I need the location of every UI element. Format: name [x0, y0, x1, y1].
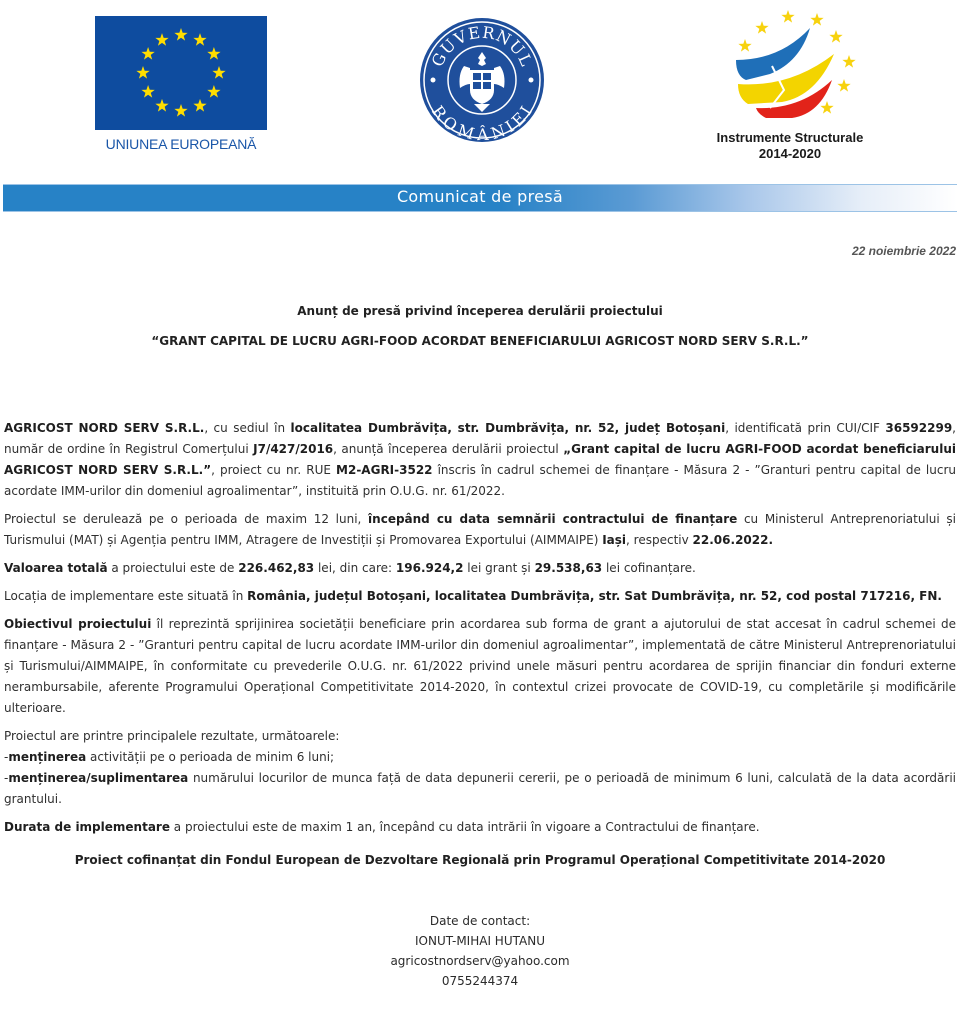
text: Locația de implementare este situată în	[4, 589, 248, 603]
text: cu Ministerul Antreprenoriatului și Turismului (MAT) și Agenția pentru IMM, Atragere de Investiții și Promovarea Exportului (AIMMAIPE)	[4, 512, 956, 547]
grant-value: 196.924,2	[395, 561, 464, 575]
eu-star-icon	[174, 28, 187, 41]
eu-star-icon	[193, 99, 206, 112]
is-label-line2: 2014-2020	[758, 146, 822, 161]
text: înscris în cadrul schemei de finanțare - Măsura 2 - ”Granturi pentru capital de lucru acordate IMM-urilor din domeniul agroalimentar”, instituită prin O.U.G. nr. 61/2022.	[4, 463, 956, 498]
results-intro: Proiectul are printre principalele rezultate, următoarele:	[4, 729, 340, 743]
gov-top-text: GUVERNUL	[427, 22, 537, 70]
eu-star-icon	[136, 66, 149, 79]
text: Proiectul se derulează pe o perioada de maxim 12 luni,	[4, 512, 369, 526]
start-condition: începând cu data semnării contractului de finanțare	[368, 512, 738, 526]
paragraph-objective	[4, 614, 956, 719]
eu-star-icon	[155, 33, 168, 46]
is-star-icon	[781, 10, 794, 23]
implementation-label: Durata de implementare	[4, 820, 170, 834]
paragraph-value	[4, 558, 956, 579]
contract-date: 22.06.2022.	[692, 533, 774, 547]
text: lei, din care:	[314, 561, 396, 575]
contact-name: IONUT-MIHAI HUTANU	[415, 934, 545, 948]
total-value: 226.462,83	[238, 561, 315, 575]
project-title: “GRANT CAPITAL DE LUCRU AGRI-FOOD ACORDAT BENEFICIARULUI AGRICOST NORD SERV S.R.L.”	[151, 334, 809, 348]
result-2-text: numărului locurilor de munca față de data depunerii cererii, pe o perioadă de minimum 6 luni, calculată de la data acordării grantului.	[4, 771, 956, 806]
eu-logo	[95, 16, 267, 152]
company-address: localitatea Dumbrăvița, str. Dumbrăvița, nr. 52, județ Botoșani	[290, 421, 726, 435]
total-value-label: Valoarea totală	[4, 561, 108, 575]
bullet-dash: -	[4, 750, 9, 764]
cofinancing-note: Proiect cofinanțat din Fondul European de Dezvoltare Regională prin Programul Operațional Competitivitate 2014-2020	[74, 853, 886, 867]
eu-star-icon	[155, 99, 168, 112]
rue-number: M2-AGRI-3522	[336, 463, 433, 477]
contact-block	[0, 911, 960, 991]
eu-star-icon	[141, 85, 154, 98]
eu-star-icon	[207, 47, 220, 60]
text: , respectiv	[626, 533, 693, 547]
objective-label: Obiectivul proiectului	[4, 617, 152, 631]
text: , cu sediul în	[204, 421, 291, 435]
eu-star-icon	[212, 66, 225, 79]
banner-title: Comunicat de presă	[396, 187, 564, 206]
structural-instruments-logo	[700, 4, 880, 162]
eu-star-icon	[174, 104, 187, 117]
eu-star-icon	[207, 85, 220, 98]
is-star-icon	[755, 21, 768, 34]
paragraph-location	[4, 586, 956, 607]
is-star-icon	[820, 101, 833, 114]
is-label-line1: Instrumente Structurale	[716, 130, 864, 145]
paragraph-results	[4, 726, 956, 810]
cofinancing-value: 29.538,63	[534, 561, 603, 575]
logos-header	[0, 0, 960, 180]
is-star-icon	[829, 30, 842, 43]
text: lei cofinanțare.	[602, 561, 696, 575]
paragraph-duration	[4, 509, 956, 551]
text: , identificată prin CUI/CIF	[725, 421, 886, 435]
implementation-location: România, județul Botoșani, localitatea Dumbrăvița, str. Sat Dumbrăvița, nr. 52, cod postal 717216, FN.	[247, 589, 942, 603]
text: , număr de ordine în Registrul Comerțului	[4, 421, 956, 456]
project-name: „Grant capital de lucru AGRI-FOOD acordat beneficiarului AGRICOST NORD SERV S.R.L.”	[4, 442, 956, 477]
paragraph-implementation	[4, 817, 956, 838]
text: a proiectului este de	[107, 561, 239, 575]
is-star-icon	[810, 13, 823, 26]
result-1-label: menținerea	[8, 750, 87, 764]
romanian-government-logo	[418, 16, 546, 144]
result-2-label: menținerea/suplimentarea	[8, 771, 189, 785]
structural-instruments-icon	[700, 4, 880, 124]
text: a proiectului este de maxim 1 an, începând cu data intrării în vigoare a Contractului de finanțare.	[169, 820, 760, 834]
eu-star-icon	[193, 33, 206, 46]
eu-star-icon	[141, 47, 154, 60]
announcement-heading: Anunț de presă privind începerea derulării proiectului	[297, 304, 663, 318]
bullet-dash: -	[4, 771, 9, 785]
release-date: 22 noiembrie 2022	[851, 244, 956, 258]
company-name: AGRICOST NORD SERV S.R.L.	[4, 421, 205, 435]
result-1-text: activității pe o perioada de minim 6 luni;	[86, 750, 335, 764]
eu-label: UNIUNEA EUROPEANĂ	[105, 136, 257, 152]
is-star-icon	[837, 79, 850, 92]
contact-label: Date de contact:	[429, 914, 531, 928]
is-star-icon	[738, 39, 751, 52]
registry-number: J7/427/2016	[253, 442, 334, 456]
contact-email[interactable]: agricostnordserv@yahoo.com	[390, 954, 570, 968]
text: , proiect cu nr. RUE	[211, 463, 337, 477]
text: îl reprezintă sprijinirea societății beneficiare prin acordarea sub forma de grant a ajutorului de stat accesat în cadrul schemei de finanțare - Măsura 2 - ”Granturi pentru capital de lucru acordate IMM-urilor din domeniul agroalimentar”, implementată de către Ministerul Antreprenoriatului și Turismului/AIMMAIPE, în conformitate cu prevederile O.U.G. nr. 61/2022 privind unele măsuri pentru acordarea de sprijin financiar din fonduri externe nerambursabile, aferente Programului Operațional Competitivitate 2014-2020, în contextul crizei provocate de COVID-19, cu completările și modificările ulterioare.	[4, 617, 957, 715]
eu-flag-icon	[95, 16, 267, 130]
is-star-icon	[842, 55, 855, 68]
contact-phone: 0755244374	[441, 974, 519, 988]
company-cui: 36592299	[885, 421, 953, 435]
gov-bottom-text: ROMÂNIEI	[428, 102, 537, 144]
city: Iași	[602, 533, 627, 547]
press-release-banner	[3, 184, 957, 212]
paragraph-company	[4, 418, 956, 502]
text: , anunță începerea derulării proiectul	[333, 442, 564, 456]
text: lei grant și	[463, 561, 535, 575]
release-body	[4, 418, 956, 845]
